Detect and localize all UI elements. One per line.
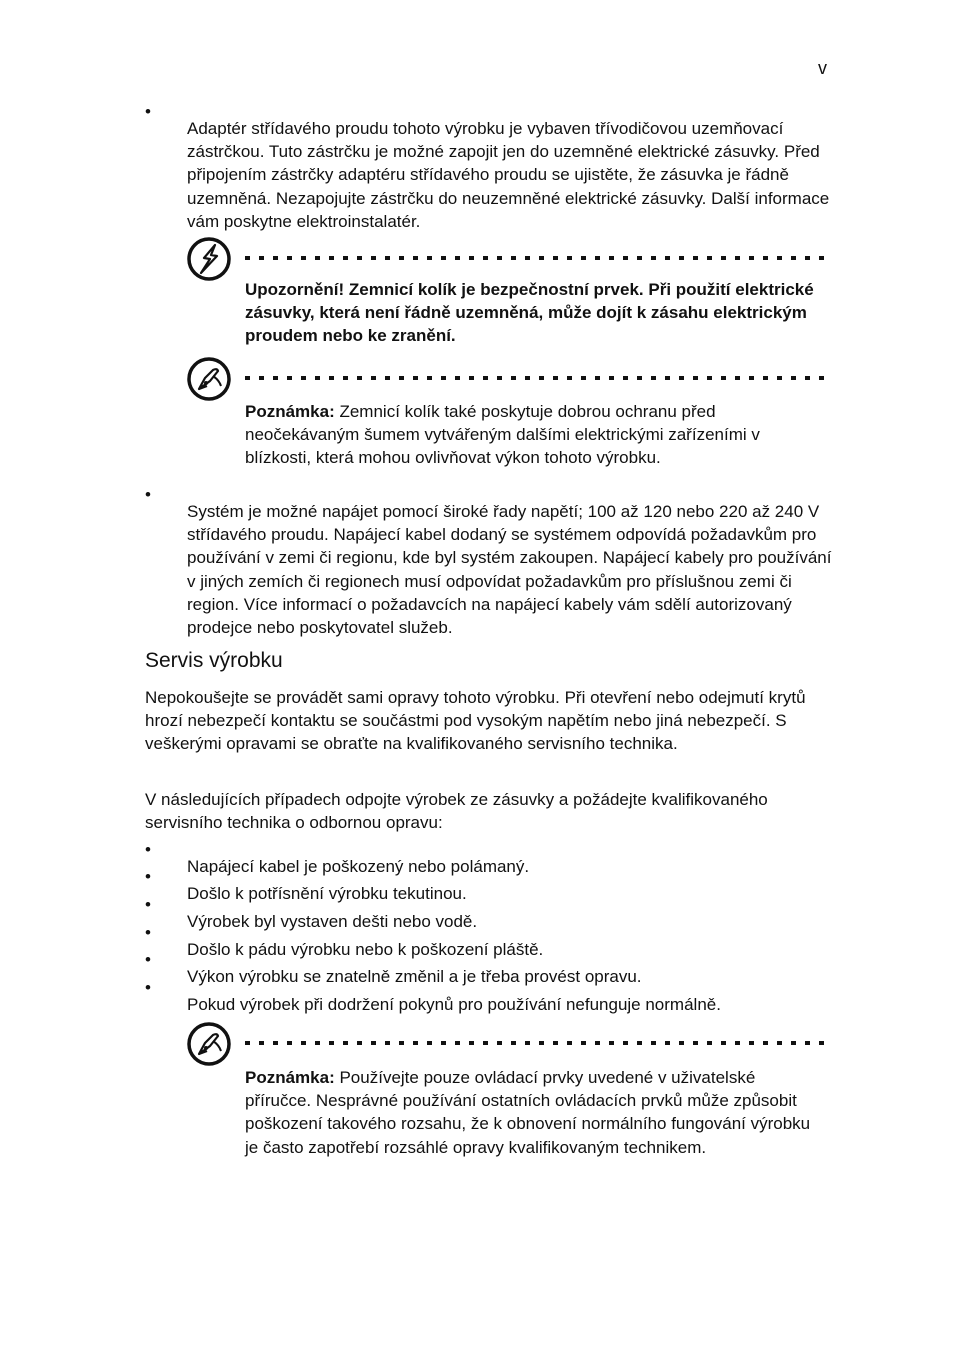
bullet-text: Systém je možné napájet pomocí široké řady napětí; 100 až 120 nebo 220 až 240 V střídavého proudu. Napájecí kabel dodaný se systémem odpovídá požadavkům pro používání v zemi či regionu, kde byl systém zakoupen. Napájecí kabely pro používání v jiných zemích či regionech musí odpovídat požadavkům pro příslušnou zemi či region. Více informací o požadavcích na napájecí kabely vám sdělí autorizovaný prodejce nebo poskytovatel služeb. <box>187 502 832 638</box>
page-number: v <box>818 58 827 78</box>
bullet-symbol: • <box>145 102 151 121</box>
note-divider <box>245 256 830 260</box>
paragraph: V následujících případech odpojte výrobek ze zásuvky a požádejte kvalifikovaného servisního technika o odbornou opravu: <box>145 790 768 833</box>
note-label: Poznámka: <box>245 402 335 421</box>
warning-text: Upozornění! Zemnicí kolík je bezpečnostní prvek. Při použití elektrické zásuvky, která není řádně uzemněná, může dojít k zásahu elektrickým proudem nebo ke zranění. <box>245 280 814 346</box>
pen-note-icon <box>186 356 232 402</box>
note-divider <box>245 1041 830 1045</box>
lightning-icon <box>186 236 232 282</box>
bullet-symbol: • <box>145 923 151 942</box>
note-body: Zemnicí kolík také poskytuje dobrou ochranu před neočekávaným šumem vytvářeným dalšími elektrickými zařízeními v blízkosti, která mohou ovlivňovat výkon tohoto výrobku. <box>245 402 760 468</box>
list-item <box>145 976 835 1033</box>
note-divider <box>245 376 830 380</box>
bullet-text: Adaptér střídavého proudu tohoto výrobku je vybaven třívodičovou uzemňovací zástrčkou. Tuto zástrčku je možné zapojit jen do uzemněné elektrické zásuvky. Před připojením zástrčky adaptéru střídavého proudu se ujistěte, že zásuvka je řádně uzemněná. Nezapojujte zástrčku do neuzemněné elektrické zásuvky. Další informace vám poskytne elektroinstalatér. <box>187 119 830 231</box>
bullet-symbol: • <box>145 950 151 969</box>
section-heading: Servis výrobku <box>145 649 283 672</box>
bullet-text: Pokud výrobek při dodržení pokynů pro používání nefunguje normálně. <box>187 995 721 1014</box>
bullet-symbol: • <box>145 485 151 504</box>
bullet-symbol: • <box>145 867 151 886</box>
paragraph: Nepokoušejte se provádět sami opravy tohoto výrobku. Při otevření nebo odejmutí krytů hrozí nebezpečí kontaktu se součástmi pod vysokým napětím nebo jiná nebezpečí. S veškerými opravami se obraťte na kvalifikovaného servisního technika. <box>145 688 806 754</box>
note-body: Používejte pouze ovládací prvky uvedené v uživatelské příručce. Nesprávné používání ostatních ovládacích prvků může způsobit poškození takového rozsahu, že k obnovení normálního fungování výrobku je často zapotřebí rozsáhlé opravy kvalifikovaným technikem. <box>245 1068 811 1157</box>
bullet-text: Napájecí kabel je poškozený nebo polámaný. <box>187 857 530 876</box>
note-text <box>245 400 825 470</box>
list-item <box>145 483 835 656</box>
bullet-symbol: • <box>145 895 151 914</box>
note-text <box>245 1066 825 1159</box>
bullet-text: Výrobek byl vystaven dešti nebo vodě. <box>187 912 478 931</box>
bullet-symbol: • <box>145 978 151 997</box>
bullet-text: Došlo k potřísnění výrobku tekutinou. <box>187 884 467 903</box>
note-label: Poznámka: <box>245 1068 335 1087</box>
pen-note-icon <box>186 1021 232 1067</box>
list-item <box>145 100 835 250</box>
bullet-symbol: • <box>145 840 151 859</box>
bullet-text: Došlo k pádu výrobku nebo k poškození pláště. <box>187 940 544 959</box>
bullet-text: Výkon výrobku se znatelně změnil a je třeba provést opravu. <box>187 967 642 986</box>
